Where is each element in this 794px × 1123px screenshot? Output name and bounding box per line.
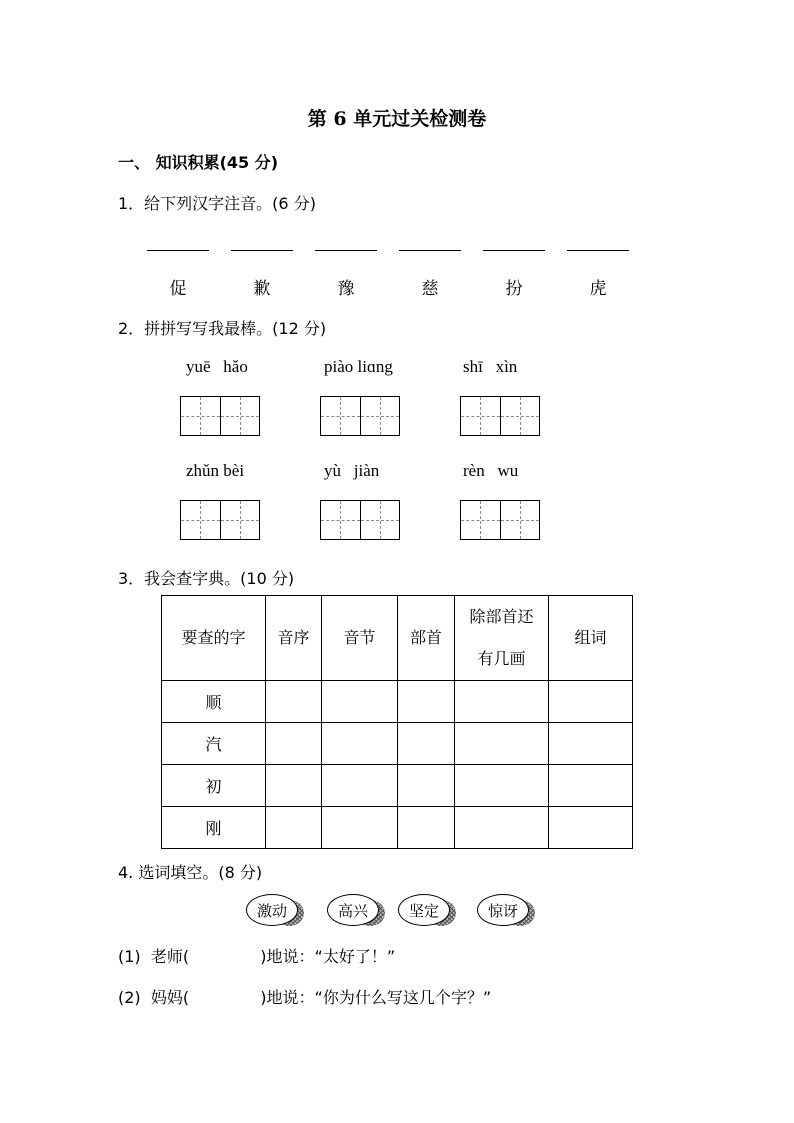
answer-cell[interactable]: [266, 681, 322, 723]
writing-grid[interactable]: [460, 396, 540, 436]
word-option-label: 惊讶: [477, 894, 529, 926]
writing-grid[interactable]: [320, 500, 400, 540]
answer-cell[interactable]: [455, 765, 549, 807]
pinyin-label: rèn wu: [463, 461, 519, 480]
answer-cell[interactable]: [549, 681, 633, 723]
table-header: 要查的字: [162, 596, 266, 681]
answer-cell[interactable]: [322, 681, 398, 723]
question-4-label: 4. 选词填空。(8 分): [118, 863, 263, 882]
hanzi-char: 歉: [253, 279, 271, 299]
word-option[interactable]: [477, 894, 537, 928]
word-option[interactable]: [398, 894, 458, 928]
lookup-char: 顺: [162, 681, 266, 723]
answer-cell[interactable]: [322, 765, 398, 807]
answer-cell[interactable]: [266, 807, 322, 849]
answer-cell[interactable]: [266, 723, 322, 765]
writing-grid[interactable]: [180, 500, 260, 540]
question-3-label: 3．我会查字典。(10 分): [118, 569, 295, 588]
answer-cell[interactable]: [549, 723, 633, 765]
word-option[interactable]: [246, 894, 306, 928]
answer-blank[interactable]: [147, 250, 209, 251]
dictionary-table: [161, 595, 633, 849]
answer-cell[interactable]: [398, 681, 455, 723]
table-header: 部首: [398, 596, 455, 681]
word-option-label: 坚定: [398, 894, 450, 926]
hanzi-char: 慈: [421, 279, 439, 299]
table-header: 音节: [322, 596, 398, 681]
table-row: [162, 765, 633, 807]
writing-grid[interactable]: [320, 396, 400, 436]
answer-cell[interactable]: [266, 765, 322, 807]
answer-blank[interactable]: [483, 250, 545, 251]
table-row: [162, 681, 633, 723]
section-heading: 一、 知识积累(45 分): [118, 153, 279, 172]
answer-blank[interactable]: [399, 250, 461, 251]
answer-blank[interactable]: [567, 250, 629, 251]
answer-cell[interactable]: [398, 807, 455, 849]
fill-blank-item[interactable]: (1) 老师( )地说：“太好了！”: [118, 947, 396, 966]
table-header-row: [162, 596, 633, 681]
table-row: [162, 723, 633, 765]
question-1-label: 1．给下列汉字注音。(6 分): [118, 194, 316, 213]
fill-blank-item[interactable]: (2) 妈妈( )地说：“你为什么写这几个字？”: [118, 988, 492, 1007]
answer-cell[interactable]: [322, 723, 398, 765]
word-option-label: 高兴: [327, 894, 379, 926]
table-row: [162, 807, 633, 849]
answer-blank[interactable]: [231, 250, 293, 251]
lookup-char: 刚: [162, 807, 266, 849]
answer-blank[interactable]: [315, 250, 377, 251]
hanzi-char: 促: [169, 279, 187, 299]
word-option-label: 激动: [246, 894, 298, 926]
writing-grid[interactable]: [180, 396, 260, 436]
pinyin-label: shī xìn: [463, 357, 518, 376]
pinyin-label: zhǔn bèi: [186, 461, 245, 480]
writing-grid[interactable]: [460, 500, 540, 540]
hanzi-char: 扮: [505, 279, 523, 299]
answer-cell[interactable]: [455, 807, 549, 849]
answer-cell[interactable]: [455, 681, 549, 723]
pinyin-label: yù jiàn: [324, 461, 380, 480]
pinyin-label: yuē hǎo: [186, 357, 248, 376]
lookup-char: 初: [162, 765, 266, 807]
table-header: 音序: [266, 596, 322, 681]
answer-cell[interactable]: [322, 807, 398, 849]
word-option[interactable]: [327, 894, 387, 928]
answer-cell[interactable]: [398, 765, 455, 807]
table-header: 组词: [549, 596, 633, 681]
page-title: 第 6 单元过关检测卷: [307, 108, 487, 130]
lookup-char: 汽: [162, 723, 266, 765]
answer-cell[interactable]: [398, 723, 455, 765]
hanzi-char: 虎: [589, 279, 607, 299]
hanzi-char: 豫: [337, 279, 355, 299]
question-2-label: 2．拼拼写写我最棒。(12 分): [118, 319, 327, 338]
answer-cell[interactable]: [549, 765, 633, 807]
answer-cell[interactable]: [455, 723, 549, 765]
answer-cell[interactable]: [549, 807, 633, 849]
table-header: 除部首还 有几画: [455, 596, 549, 681]
pinyin-label: piào liɑng: [324, 357, 393, 376]
